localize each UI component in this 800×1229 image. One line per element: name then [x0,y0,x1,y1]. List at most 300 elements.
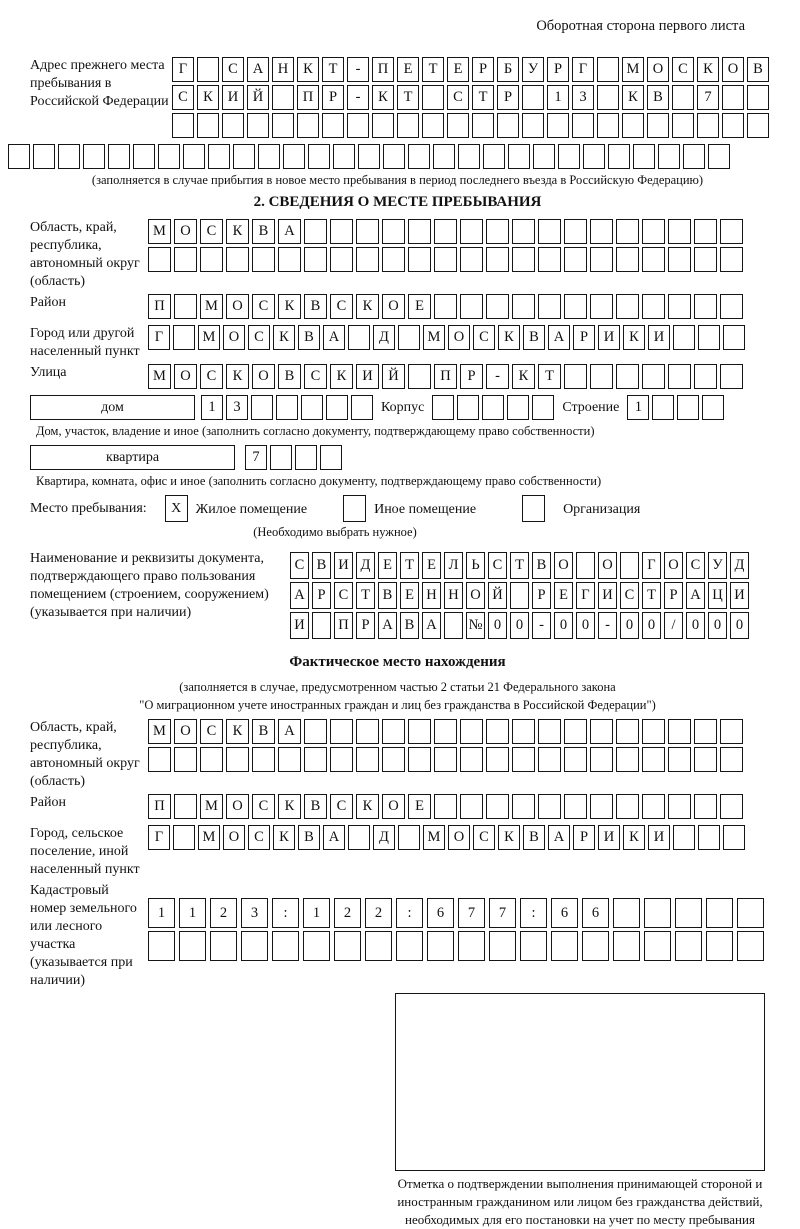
char-cell[interactable]: О [466,582,485,609]
char-cell[interactable] [197,113,219,138]
char-cell[interactable]: М [423,825,445,850]
char-cell[interactable] [642,794,665,819]
char-cell[interactable] [383,144,405,169]
char-cell[interactable]: О [664,552,683,579]
char-cell[interactable] [747,85,769,110]
char-cell[interactable]: 7 [489,898,516,928]
char-cell[interactable]: С [248,325,270,350]
char-cell[interactable] [330,719,353,744]
char-cell[interactable] [272,931,299,961]
char-cell[interactable] [272,85,294,110]
char-cell[interactable]: 2 [210,898,237,928]
char-cell[interactable]: С [672,57,694,82]
char-cell[interactable] [675,931,702,961]
char-cell[interactable] [434,719,457,744]
char-cell[interactable] [497,113,519,138]
char-cell[interactable] [334,931,361,961]
char-cell[interactable]: Р [532,582,551,609]
char-cell[interactable] [8,144,30,169]
char-cell[interactable]: / [664,612,683,639]
char-cell[interactable] [572,113,594,138]
char-cell[interactable] [358,144,380,169]
char-cell[interactable]: 3 [241,898,268,928]
char-cell[interactable] [356,219,379,244]
char-cell[interactable] [148,747,171,772]
char-cell[interactable]: А [548,325,570,350]
char-cell[interactable] [616,364,639,389]
char-cell[interactable] [322,113,344,138]
char-cell[interactable] [694,294,717,319]
char-cell[interactable]: Т [400,552,419,579]
char-cell[interactable]: О [382,294,405,319]
char-cell[interactable]: С [248,825,270,850]
char-cell[interactable]: М [148,219,171,244]
char-cell[interactable] [668,747,691,772]
char-cell[interactable] [538,747,561,772]
char-cell[interactable] [433,144,455,169]
char-cell[interactable]: Т [472,85,494,110]
char-cell[interactable]: М [200,794,223,819]
char-cell[interactable]: Ц [708,582,727,609]
char-cell[interactable]: И [598,582,617,609]
char-cell[interactable]: А [686,582,705,609]
char-cell[interactable] [382,247,405,272]
char-cell[interactable] [564,219,587,244]
char-cell[interactable] [483,144,505,169]
char-cell[interactable]: К [512,364,535,389]
char-cell[interactable] [512,719,535,744]
char-cell[interactable] [174,294,197,319]
char-cell[interactable] [720,747,743,772]
char-cell[interactable]: П [334,612,353,639]
char-cell[interactable] [408,747,431,772]
char-cell[interactable]: С [620,582,639,609]
char-cell[interactable] [675,898,702,928]
char-cell[interactable] [460,794,483,819]
char-cell[interactable]: К [278,294,301,319]
char-cell[interactable]: Д [373,325,395,350]
char-cell[interactable]: Е [447,57,469,82]
char-cell[interactable]: 7 [458,898,485,928]
char-cell[interactable]: Д [373,825,395,850]
char-cell[interactable] [148,931,175,961]
char-cell[interactable]: О [252,364,275,389]
char-cell[interactable]: Р [460,364,483,389]
char-cell[interactable]: Д [730,552,749,579]
char-cell[interactable]: Р [322,85,344,110]
char-cell[interactable] [304,747,327,772]
char-cell[interactable]: С [172,85,194,110]
char-cell[interactable]: Д [356,552,375,579]
char-cell[interactable]: 1 [627,395,649,420]
char-cell[interactable]: К [330,364,353,389]
char-cell[interactable] [576,552,595,579]
checkbox-inoe[interactable] [343,495,366,522]
char-cell[interactable] [304,719,327,744]
char-cell[interactable] [174,794,197,819]
char-cell[interactable] [538,219,561,244]
char-cell[interactable] [460,747,483,772]
char-cell[interactable]: С [222,57,244,82]
char-cell[interactable]: О [448,825,470,850]
char-cell[interactable]: П [148,794,171,819]
char-cell[interactable]: Р [356,612,375,639]
char-cell[interactable] [522,113,544,138]
char-cell[interactable] [694,719,717,744]
char-cell[interactable] [486,294,509,319]
char-cell[interactable] [590,364,613,389]
char-cell[interactable] [444,612,463,639]
char-cell[interactable] [590,747,613,772]
char-cell[interactable] [590,719,613,744]
char-cell[interactable] [538,719,561,744]
char-cell[interactable] [457,395,479,420]
char-cell[interactable]: С [330,294,353,319]
char-cell[interactable]: А [323,325,345,350]
char-cell[interactable] [398,825,420,850]
char-cell[interactable] [422,85,444,110]
char-cell[interactable] [348,825,370,850]
char-cell[interactable] [303,931,330,961]
char-cell[interactable] [458,931,485,961]
char-cell[interactable] [330,747,353,772]
char-cell[interactable] [247,113,269,138]
char-cell[interactable] [558,144,580,169]
char-cell[interactable]: К [226,364,249,389]
char-cell[interactable] [613,898,640,928]
char-cell[interactable]: М [198,825,220,850]
char-cell[interactable] [33,144,55,169]
char-cell[interactable] [312,612,331,639]
char-cell[interactable] [652,395,674,420]
char-cell[interactable] [532,395,554,420]
char-cell[interactable] [590,794,613,819]
char-cell[interactable]: В [304,794,327,819]
char-cell[interactable]: С [686,552,705,579]
char-cell[interactable]: И [334,552,353,579]
char-cell[interactable]: Р [472,57,494,82]
char-cell[interactable]: И [222,85,244,110]
char-cell[interactable] [408,247,431,272]
char-cell[interactable] [133,144,155,169]
char-cell[interactable] [486,719,509,744]
char-cell[interactable] [723,825,745,850]
char-cell[interactable]: 1 [201,395,223,420]
char-cell[interactable] [672,113,694,138]
char-cell[interactable] [720,794,743,819]
char-cell[interactable]: Т [510,552,529,579]
char-cell[interactable] [642,219,665,244]
char-cell[interactable] [434,247,457,272]
char-cell[interactable]: - [598,612,617,639]
char-cell[interactable]: А [247,57,269,82]
char-cell[interactable] [382,719,405,744]
char-cell[interactable]: К [273,325,295,350]
char-cell[interactable] [668,719,691,744]
char-cell[interactable]: О [174,719,197,744]
char-cell[interactable] [551,931,578,961]
char-cell[interactable] [258,144,280,169]
char-cell[interactable]: Т [538,364,561,389]
char-cell[interactable] [241,931,268,961]
char-cell[interactable]: К [197,85,219,110]
char-cell[interactable] [737,931,764,961]
char-cell[interactable] [720,294,743,319]
char-cell[interactable]: О [223,825,245,850]
char-cell[interactable] [620,552,639,579]
char-cell[interactable]: К [226,219,249,244]
char-cell[interactable] [297,113,319,138]
char-cell[interactable]: Й [247,85,269,110]
char-cell[interactable] [706,898,733,928]
char-cell[interactable] [422,113,444,138]
char-cell[interactable]: Й [488,582,507,609]
char-cell[interactable]: О [382,794,405,819]
char-cell[interactable]: К [278,794,301,819]
char-cell[interactable]: А [323,825,345,850]
char-cell[interactable]: : [396,898,423,928]
char-cell[interactable]: В [298,325,320,350]
char-cell[interactable] [434,747,457,772]
char-cell[interactable] [673,825,695,850]
char-cell[interactable]: 1 [148,898,175,928]
char-cell[interactable]: А [422,612,441,639]
char-cell[interactable]: В [400,612,419,639]
char-cell[interactable]: О [226,794,249,819]
char-cell[interactable]: 7 [697,85,719,110]
char-cell[interactable] [720,219,743,244]
char-cell[interactable] [564,247,587,272]
char-cell[interactable] [173,825,195,850]
char-cell[interactable] [708,144,730,169]
char-cell[interactable] [597,85,619,110]
char-cell[interactable]: О [722,57,744,82]
char-cell[interactable] [668,364,691,389]
char-cell[interactable]: Т [397,85,419,110]
char-cell[interactable] [365,931,392,961]
char-cell[interactable]: 0 [686,612,705,639]
char-cell[interactable]: В [298,825,320,850]
char-cell[interactable]: С [334,582,353,609]
char-cell[interactable] [408,364,431,389]
char-cell[interactable]: С [200,719,223,744]
char-cell[interactable] [698,325,720,350]
char-cell[interactable]: С [488,552,507,579]
char-cell[interactable]: 2 [365,898,392,928]
char-cell[interactable]: В [312,552,331,579]
char-cell[interactable] [512,747,535,772]
char-cell[interactable]: С [330,794,353,819]
char-cell[interactable] [720,719,743,744]
char-cell[interactable] [616,747,639,772]
char-cell[interactable] [590,219,613,244]
char-cell[interactable] [434,794,457,819]
char-cell[interactable] [668,219,691,244]
char-cell[interactable] [694,219,717,244]
char-cell[interactable]: О [174,219,197,244]
char-cell[interactable]: 7 [245,445,267,470]
char-cell[interactable]: М [423,325,445,350]
char-cell[interactable] [668,294,691,319]
char-cell[interactable] [210,931,237,961]
char-cell[interactable] [347,113,369,138]
char-cell[interactable] [720,364,743,389]
char-cell[interactable]: К [498,825,520,850]
char-cell[interactable] [183,144,205,169]
char-cell[interactable]: М [148,719,171,744]
char-cell[interactable]: К [697,57,719,82]
char-cell[interactable]: 0 [620,612,639,639]
char-cell[interactable]: Г [576,582,595,609]
char-cell[interactable]: 1 [179,898,206,928]
char-cell[interactable]: Н [272,57,294,82]
char-cell[interactable] [672,85,694,110]
char-cell[interactable]: С [200,219,223,244]
char-cell[interactable] [694,747,717,772]
char-cell[interactable]: К [297,57,319,82]
char-cell[interactable]: 1 [547,85,569,110]
char-cell[interactable]: В [252,219,275,244]
dom-type-box[interactable]: дом [30,395,195,420]
char-cell[interactable]: П [297,85,319,110]
char-cell[interactable]: Г [148,325,170,350]
char-cell[interactable] [613,931,640,961]
char-cell[interactable] [356,747,379,772]
char-cell[interactable]: И [648,825,670,850]
char-cell[interactable]: Р [664,582,683,609]
char-cell[interactable]: Р [573,325,595,350]
char-cell[interactable] [173,325,195,350]
char-cell[interactable]: В [747,57,769,82]
char-cell[interactable]: К [356,794,379,819]
char-cell[interactable]: Е [400,582,419,609]
char-cell[interactable]: - [347,57,369,82]
char-cell[interactable] [747,113,769,138]
char-cell[interactable]: В [523,325,545,350]
char-cell[interactable] [642,364,665,389]
char-cell[interactable]: Й [382,364,405,389]
char-cell[interactable] [683,144,705,169]
char-cell[interactable]: С [290,552,309,579]
char-cell[interactable] [408,144,430,169]
char-cell[interactable]: М [198,325,220,350]
kvartira-type-box[interactable]: квартира [30,445,235,470]
char-cell[interactable] [616,247,639,272]
char-cell[interactable] [538,247,561,272]
char-cell[interactable] [434,294,457,319]
char-cell[interactable] [538,294,561,319]
char-cell[interactable] [326,395,348,420]
char-cell[interactable] [644,931,671,961]
char-cell[interactable]: Т [642,582,661,609]
char-cell[interactable] [351,395,373,420]
char-cell[interactable] [547,113,569,138]
char-cell[interactable]: С [473,825,495,850]
char-cell[interactable] [642,294,665,319]
char-cell[interactable]: О [598,552,617,579]
char-cell[interactable]: И [356,364,379,389]
char-cell[interactable] [382,219,405,244]
char-cell[interactable]: 0 [510,612,529,639]
char-cell[interactable] [642,719,665,744]
char-cell[interactable] [486,794,509,819]
char-cell[interactable]: - [347,85,369,110]
char-cell[interactable]: А [278,719,301,744]
char-cell[interactable]: В [252,719,275,744]
char-cell[interactable] [722,85,744,110]
char-cell[interactable]: О [554,552,573,579]
char-cell[interactable] [200,747,223,772]
char-cell[interactable] [233,144,255,169]
char-cell[interactable] [668,247,691,272]
char-cell[interactable] [507,395,529,420]
char-cell[interactable] [252,747,275,772]
char-cell[interactable]: Б [497,57,519,82]
char-cell[interactable] [174,247,197,272]
char-cell[interactable]: О [226,294,249,319]
char-cell[interactable] [83,144,105,169]
char-cell[interactable] [583,144,605,169]
char-cell[interactable] [510,582,529,609]
char-cell[interactable]: С [252,294,275,319]
char-cell[interactable] [694,247,717,272]
char-cell[interactable] [694,364,717,389]
char-cell[interactable] [58,144,80,169]
char-cell[interactable]: Ь [466,552,485,579]
char-cell[interactable]: А [290,582,309,609]
checkbox-zhiloe[interactable]: X [165,495,188,522]
char-cell[interactable]: № [466,612,485,639]
char-cell[interactable] [197,57,219,82]
char-cell[interactable]: У [708,552,727,579]
char-cell[interactable]: 0 [576,612,595,639]
char-cell[interactable]: 0 [488,612,507,639]
char-cell[interactable] [272,113,294,138]
char-cell[interactable] [278,747,301,772]
char-cell[interactable] [486,219,509,244]
char-cell[interactable] [356,247,379,272]
char-cell[interactable]: - [486,364,509,389]
char-cell[interactable]: 6 [551,898,578,928]
char-cell[interactable]: В [523,825,545,850]
char-cell[interactable] [396,931,423,961]
char-cell[interactable]: И [598,825,620,850]
char-cell[interactable] [270,445,292,470]
char-cell[interactable] [564,719,587,744]
char-cell[interactable] [706,931,733,961]
char-cell[interactable]: К [623,825,645,850]
char-cell[interactable] [486,247,509,272]
char-cell[interactable]: В [304,294,327,319]
char-cell[interactable] [174,747,197,772]
char-cell[interactable] [533,144,555,169]
char-cell[interactable] [348,325,370,350]
char-cell[interactable] [308,144,330,169]
char-cell[interactable]: И [648,325,670,350]
char-cell[interactable] [333,144,355,169]
char-cell[interactable]: 6 [427,898,454,928]
char-cell[interactable] [222,113,244,138]
char-cell[interactable] [158,144,180,169]
char-cell[interactable] [677,395,699,420]
char-cell[interactable]: О [647,57,669,82]
char-cell[interactable]: Н [444,582,463,609]
char-cell[interactable] [408,219,431,244]
char-cell[interactable] [582,931,609,961]
char-cell[interactable] [486,747,509,772]
char-cell[interactable]: К [226,719,249,744]
char-cell[interactable]: : [272,898,299,928]
